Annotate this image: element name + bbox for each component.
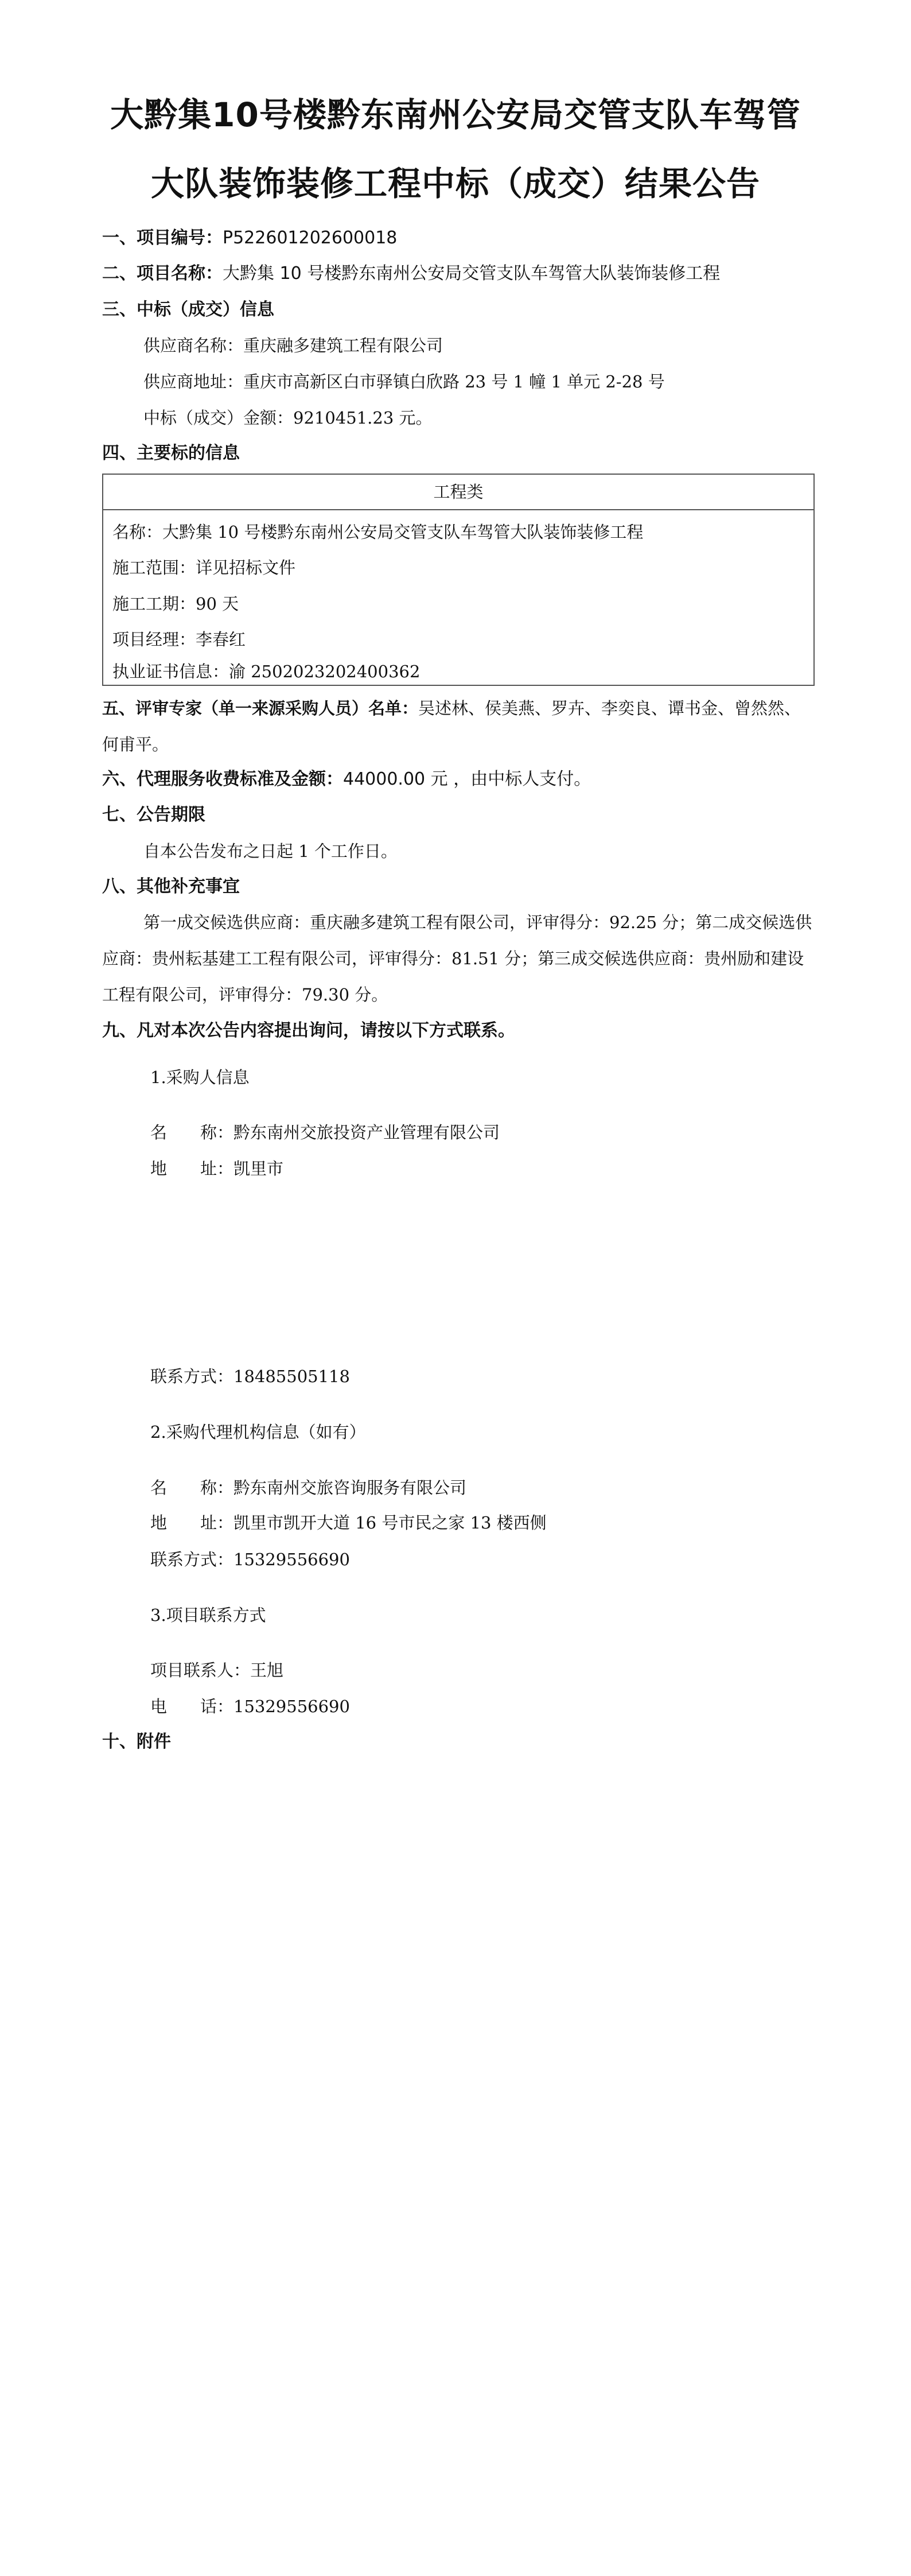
section-contact-heading: 九、凡对本次公告内容提出询问，请按以下方式联系。 <box>102 1021 515 1041</box>
table-row: 执业证书信息：渝 2502023202400362 <box>112 662 421 681</box>
project-name-value: 大黔集 10 号楼黔东南州公安局交管支队车驾管大队装饰装修工程 <box>223 263 721 284</box>
supplier-name: 供应商名称：重庆融多建筑工程有限公司 <box>143 336 443 355</box>
table-row: 施工工期：90 天 <box>112 594 239 614</box>
section-label: 五、评审专家（单一来源采购人员）名单： <box>102 699 419 718</box>
section-supplementary-heading: 八、其他补充事宜 <box>102 876 240 897</box>
section-label: 一、项目编号： <box>102 228 223 248</box>
award-amount: 中标（成交）金额：9210451.23 元。 <box>143 408 433 428</box>
agency-contact: 联系方式：15329556690 <box>150 1550 350 1569</box>
section-label: 六、代理服务收费标准及金额： <box>102 769 343 789</box>
table-row: 项目经理：李春红 <box>112 630 246 649</box>
project-contact-title: 3.项目联系方式 <box>150 1605 266 1625</box>
supplementary-text: 第一成交候选供应商：重庆融多建筑工程有限公司，评审得分：92.25 分；第二成交候选供应商：贵州耘基建工工程有限公司，评审得分：81.51 分；第三成交候选供应商：贵州励和建设工程有限公司，评审得分：79.30 分。 <box>102 913 812 1004</box>
agency-address: 地 址：凯里市凯开大道 16 号市民之家 13 楼西侧 <box>150 1513 547 1533</box>
main-items-table <box>102 474 815 686</box>
section-experts <box>102 690 813 763</box>
table-row: 施工范围：详见招标文件 <box>112 558 296 577</box>
table-header: 工程类 <box>103 475 813 510</box>
agency-fee-value: 44000.00 元 ，由中标人支付。 <box>343 769 591 789</box>
project-contact-person: 项目联系人：王旭 <box>150 1661 284 1680</box>
section-award-info-heading: 三、中标（成交）信息 <box>102 300 274 320</box>
section-project-name <box>102 262 720 285</box>
section-agency-fee <box>102 768 591 791</box>
purchaser-name: 名 称：黔东南州交旅投资产业管理有限公司 <box>150 1123 500 1142</box>
project-number-value: P522601202600018 <box>223 228 398 248</box>
section-project-number <box>102 227 397 250</box>
page-title-line2: 大队装饰装修工程中标（成交）结果公告 <box>150 164 760 203</box>
section-label: 二、项目名称： <box>102 263 223 284</box>
agency-info-title: 2.采购代理机构信息（如有） <box>150 1422 366 1442</box>
agency-name: 名 称：黔东南州交旅咨询服务有限公司 <box>150 1478 467 1498</box>
section-attachments-heading: 十、附件 <box>102 1732 171 1752</box>
section-notice-period-heading: 七、公告期限 <box>102 805 205 825</box>
table-row: 名称：大黔集 10 号楼黔东南州公安局交管支队车驾管大队装饰装修工程 <box>112 522 644 542</box>
page-title-line1: 大黔集10号楼黔东南州公安局交管支队车驾管 <box>110 95 801 134</box>
supplier-address: 供应商地址：重庆市高新区白市驿镇白欣路 23 号 1 幢 1 单元 2-28 号 <box>143 372 665 391</box>
section-main-items-heading: 四、主要标的信息 <box>102 443 240 463</box>
purchaser-contact: 联系方式：18485505118 <box>150 1367 350 1386</box>
purchaser-address: 地 址：凯里市 <box>150 1159 284 1178</box>
purchaser-info-title: 1.采购人信息 <box>150 1068 250 1087</box>
project-contact-phone: 电 话：15329556690 <box>150 1697 350 1716</box>
experts-list: 吴述林、侯美燕、罗卉、李奕良、谭书金、曾然然、何甫平。 <box>102 699 801 754</box>
notice-period-text: 自本公告发布之日起 1 个工作日。 <box>143 841 398 861</box>
